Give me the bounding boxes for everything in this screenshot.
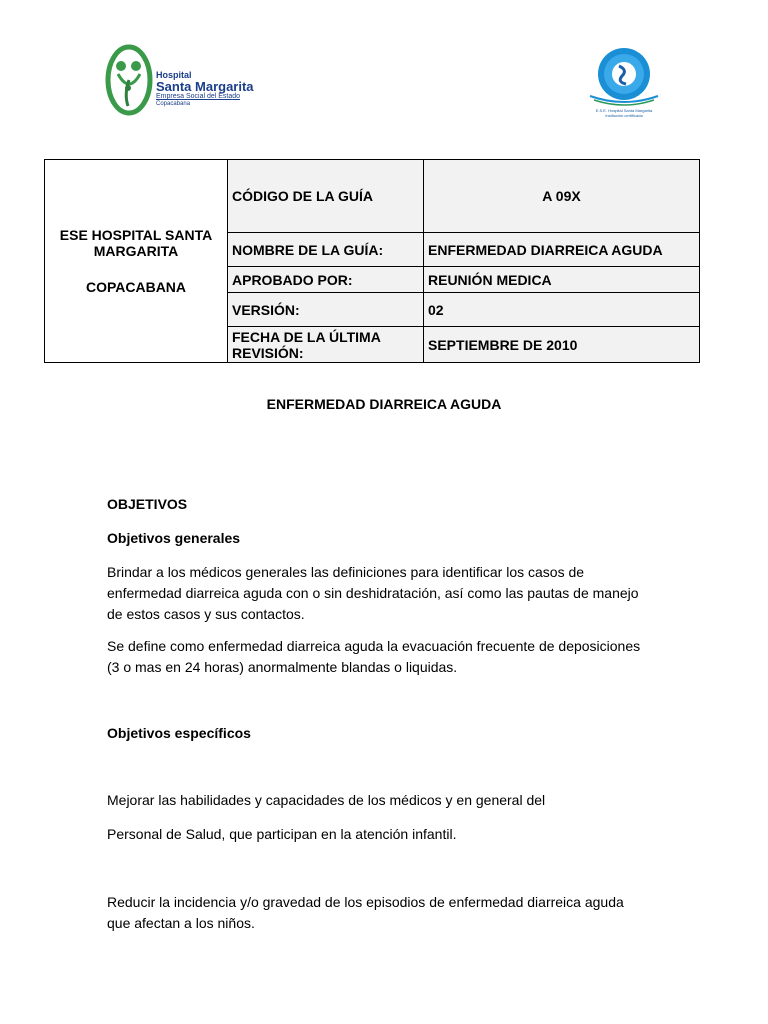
code-label: CÓDIGO DE LA GUÍA <box>228 160 424 233</box>
guide-header-table <box>44 159 700 363</box>
certification-logo <box>584 44 664 120</box>
hospital-emblem-icon <box>104 44 154 116</box>
objectives-heading: OBJETIVOS <box>107 496 188 512</box>
version-label: VERSIÓN: <box>228 293 424 327</box>
organization-name: ESE HOSPITAL SANTA MARGARITA <box>59 227 213 259</box>
document-title: ENFERMEDAD DIARREICA AGUDA <box>266 396 502 412</box>
hospital-logo-text <box>156 70 254 108</box>
specific-objectives-paragraph-1: Mejorar las habilidades y capacidades de los médicos y en general del <box>107 792 546 808</box>
hospital-logo <box>104 44 254 118</box>
logo-text-empresa: Empresa Social del Estado <box>156 93 241 100</box>
logo-text-city: Copacabana <box>156 101 191 107</box>
name-label: NOMBRE DE LA GUÍA: <box>228 233 424 267</box>
organization-city: COPACABANA <box>85 279 187 295</box>
logo-text-name: Santa Margarita <box>156 79 254 94</box>
revision-date-label: FECHA DE LA ÚLTIMA REVISIÓN: <box>228 327 424 363</box>
specific-objectives-heading: Objetivos específicos <box>107 725 251 741</box>
revision-date-value: SEPTIEMBRE DE 2010 <box>424 327 700 363</box>
caption-line-1: E.S.E. Hospital Santa Margarita <box>595 108 653 113</box>
caption-line-2: Institución certificada <box>605 113 643 118</box>
version-value: 02 <box>424 293 700 327</box>
approved-label: APROBADO POR: <box>228 267 424 293</box>
approved-value: REUNIÓN MEDICA <box>424 267 700 293</box>
general-objectives-paragraph-1: Brindar a los médicos generales las definiciones para identificar los casos de enfermedad diarreica aguda con o sin deshidratación, así como las pautas de manejo de estos casos y sus contactos. <box>107 564 639 622</box>
certification-caption <box>584 108 664 118</box>
code-value: A 09X <box>424 160 700 233</box>
name-value: ENFERMEDAD DIARREICA AGUDA <box>424 233 700 267</box>
general-objectives-paragraph-2: Se define como enfermedad diarreica aguda la evacuación frecuente de deposiciones (3 o mas en 24 horas) anormalmente blandas o liquidas. <box>107 638 641 675</box>
table-row <box>45 160 700 233</box>
specific-objectives-paragraph-3: Reducir la incidencia y/o gravedad de los episodios de enfermedad diarreica aguda que afectan a los niños. <box>107 894 624 931</box>
general-objectives-heading: Objetivos generales <box>107 530 241 546</box>
organization-cell <box>45 160 228 363</box>
logo-text-hospital: Hospital <box>156 70 192 80</box>
specific-objectives-paragraph-2: Personal de Salud, que participan en la atención infantil. <box>107 826 457 842</box>
certification-seal-icon <box>584 44 664 108</box>
